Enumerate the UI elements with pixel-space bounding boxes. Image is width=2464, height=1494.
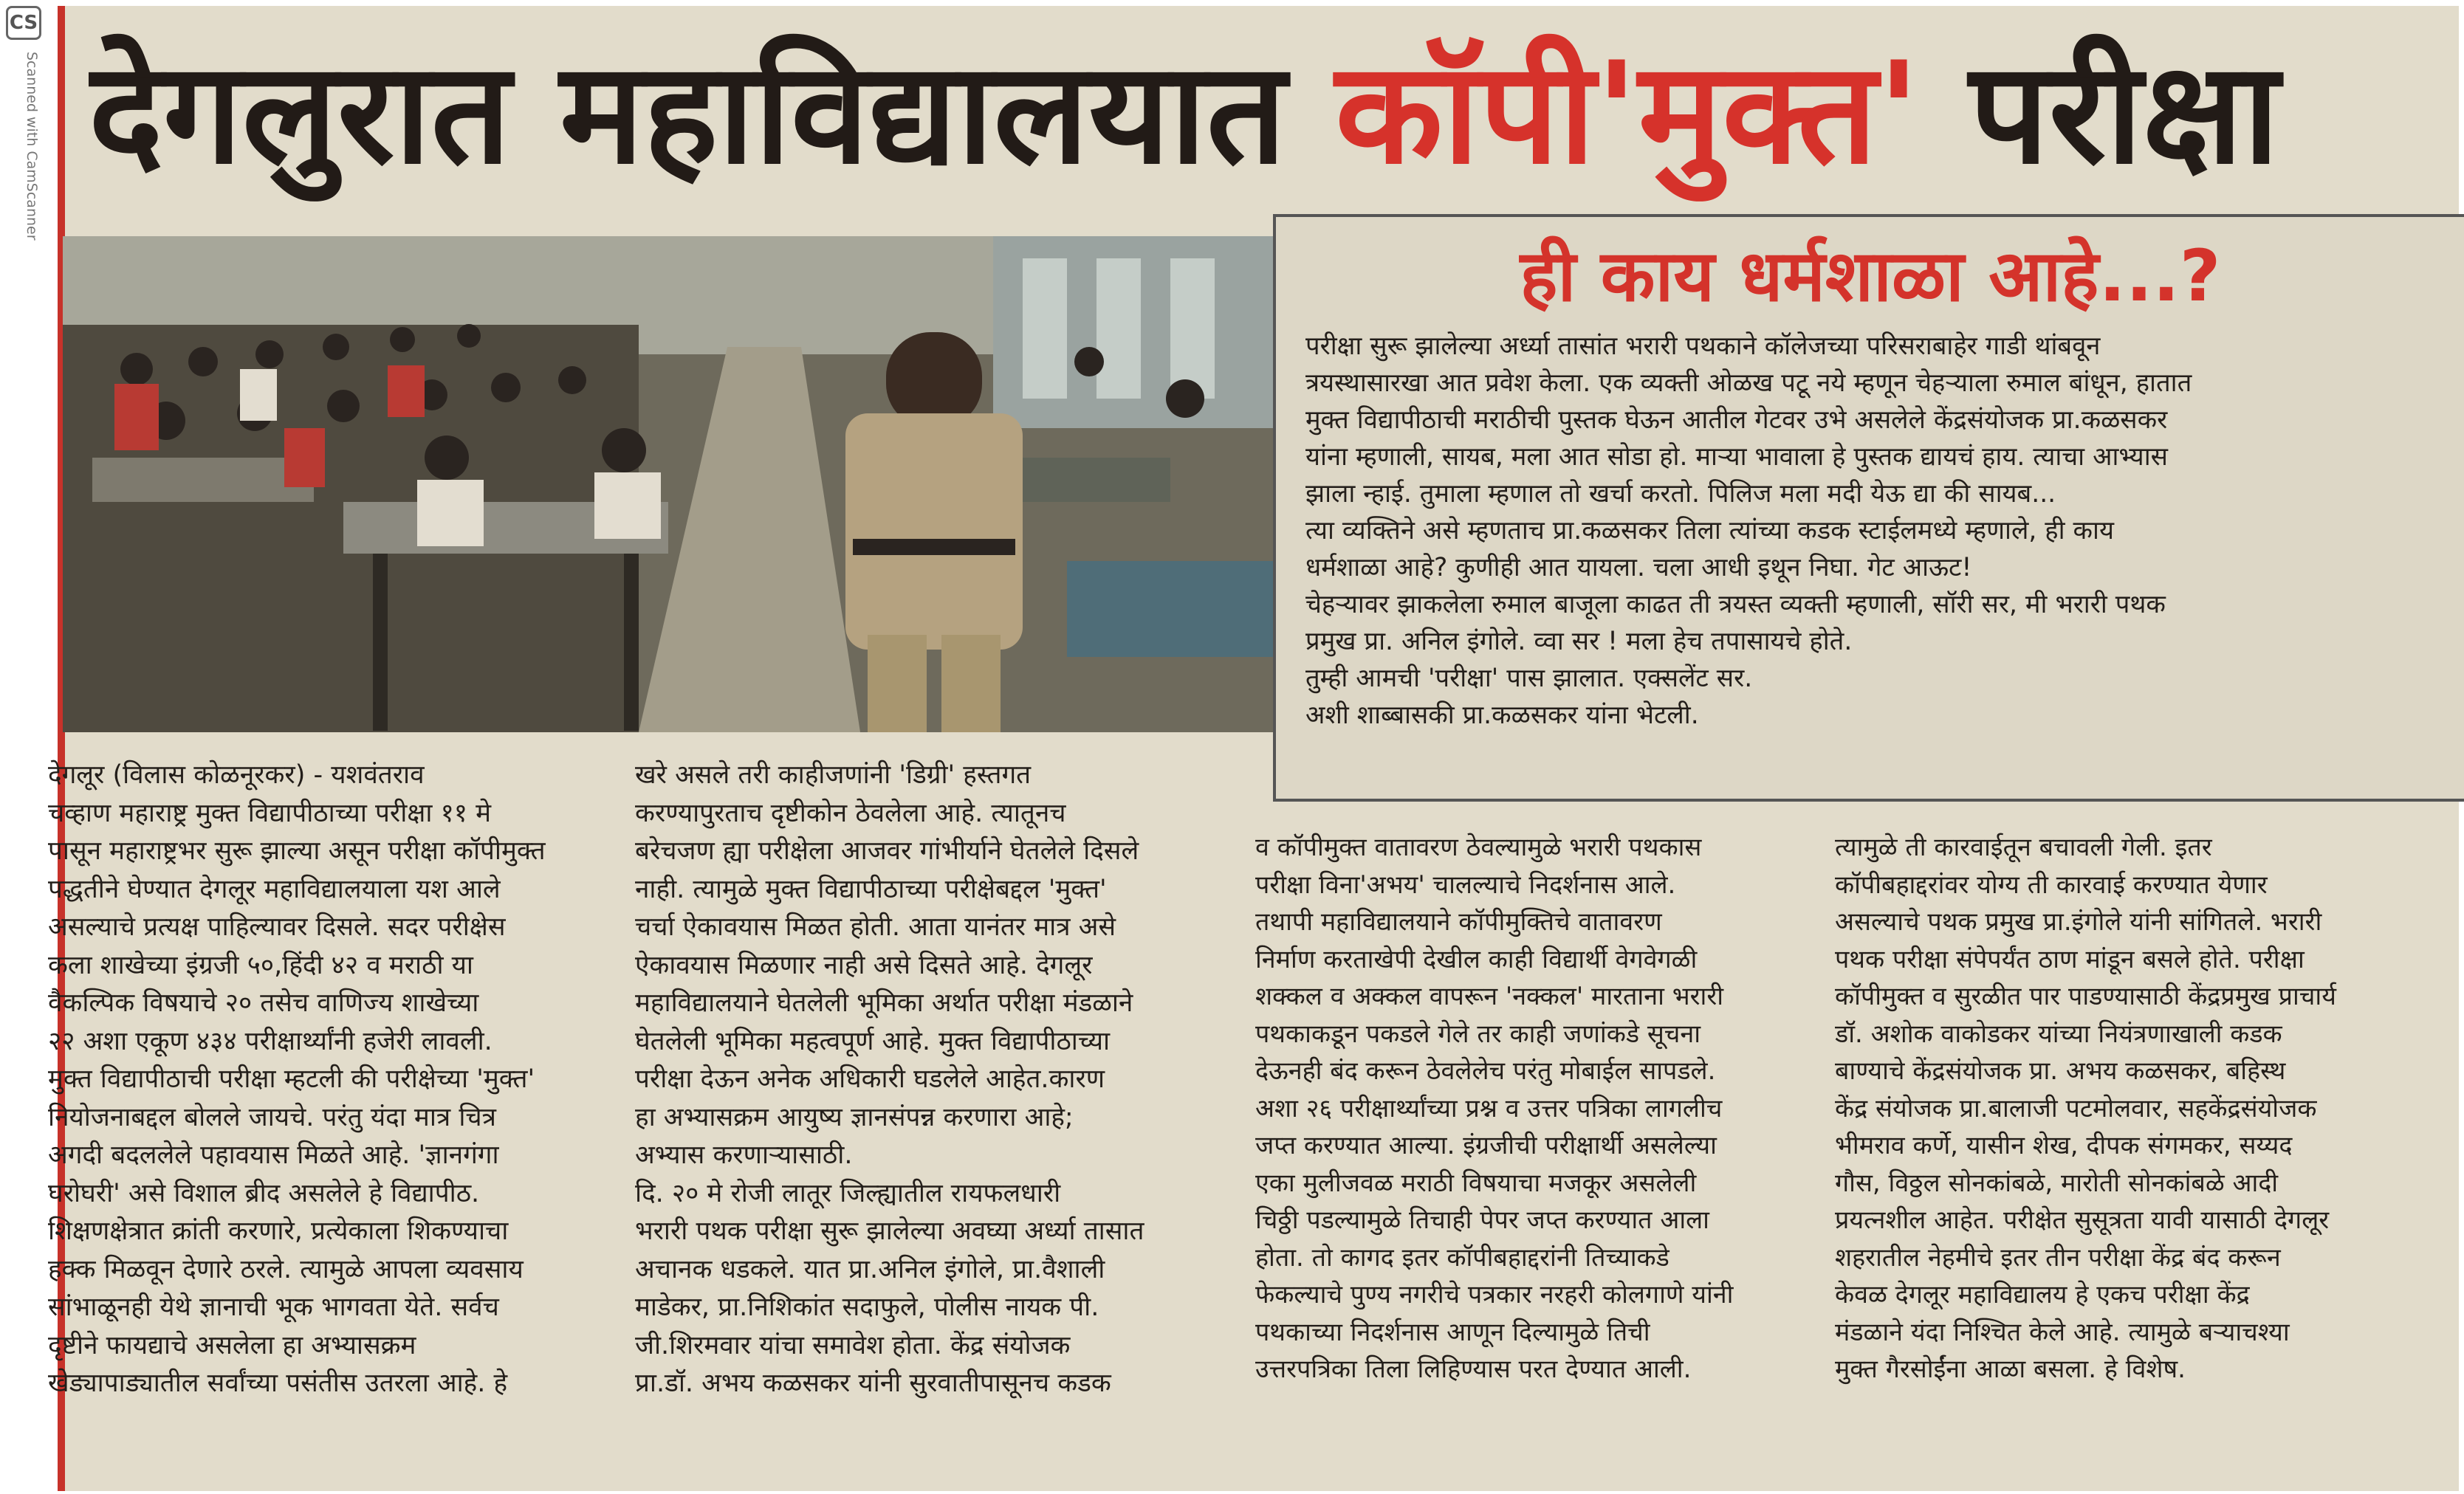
column-line: शहरातील नेहमीचे इतर तीन परीक्षा केंद्र बंद करून [1835,1242,2281,1273]
column-line: केंद्र संयोजक प्रा.बालाजी पटमोलवार, सहकेंद्रसंयोजक [1835,1093,2317,1123]
column-line: २२ अशा एकूण ४३४ परीक्षार्थ्यांनी हजेरी लावली. [48,1026,493,1056]
column-line: केवळ देगलूर महाविद्यालय हे एकच परीक्षा केंद्र [1835,1280,2250,1309]
camscanner-logo: CS [6,6,41,40]
sidebar-box-body [1305,328,2435,734]
column-line: फेकल्याचे पुण्य नगरीचे पत्रकार नरहरी कोलगाणे यांनी [1255,1280,1734,1309]
column-line: करण्यापुरताच दृष्टीकोन ठेवलेला आहे. त्यातूनच [635,798,1066,828]
column-line: नाही. त्यामुळे मुक्त विद्यापीठाच्या परीक्षेबद्दल 'मुक्त' [635,874,1107,904]
exam-hall-photo [63,236,1280,732]
column-line: नियोजनाबद्दल बोलले जायचे. परंतु यंदा मात्र चित्र [48,1102,496,1132]
box-line: त्रयस्थासारखा आत प्रवेश केला. एक व्यक्ती ओळख पटू नये म्हणून चेहऱ्याला रुमाल बांधून, हातात [1305,368,2192,398]
column-line: देगलूर (विलास कोळनूरकर) - यशवंतराव [48,760,425,790]
headline [89,18,2385,217]
column-line: कला शाखेच्या इंग्रजी ५०,हिंदी ४२ व मराठी या [48,950,473,980]
column-line: त्यामुळे ती कारवाईतून बचावली गेली. इतर [1835,833,2212,862]
column-line: महाविद्यालयाने घेतलेली भूमिका अर्थात परीक्षा मंडळाने [635,988,1133,1018]
column-line: अचानक धडकले. यात प्रा.अनिल इंगोले, प्रा.वैशाली [635,1254,1105,1284]
box-line: यांना म्हणाली, सायब, मला आत सोडा हो. माऱ्या भावाला हे पुस्तक द्यायचं हाय. त्याचा आभ्यास [1305,442,2168,472]
column-line: सांभाळूनही येथे ज्ञानाची भूक भागवता येते. सर्वच [48,1292,499,1322]
photo-illustration-icon [63,236,1280,732]
column-line: पथक परीक्षा संपेपर्यंत ठाण मांडून बसले होते. परीक्षा [1835,944,2305,974]
column-line: कॉपीमुक्त व सुरळीत पार पाडण्यासाठी केंद्रप्रमुख प्राचार्य [1835,982,2336,1011]
column-line: पासून महाराष्ट्रभर सुरू झाल्या असून परीक्षा कॉपीमुक्त [48,836,546,866]
column-line: दि. २० मे रोजी लातूर जिल्ह्यातील रायफलधारी [635,1178,1061,1208]
box-line: तुम्ही आमची 'परीक्षा' पास झालात. एक्सलेंट सर. [1305,664,1753,693]
headline-part-red: कॉपी'मुक्त' [1335,32,1921,195]
column-line: डॉ. अशोक वाकोडकर यांच्या नियंत्रणाखाली कडक [1835,1019,2282,1049]
scanner-watermark-strip [0,0,44,1494]
article-column-4 [1835,829,2426,1388]
column-line: चव्हाण महाराष्ट्र मुक्त विद्यापीठाच्या परीक्षा ११ मे [48,798,492,828]
column-line: दृष्टीने फायद्याचे असलेला हा अभ्यासक्रम [48,1330,416,1360]
sidebar-box-title: ही काय धर्मशाळा आहे...? [1520,235,2221,317]
box-line: झाला न्हाई. तुमाला म्हणाल तो खर्चा करतो. पिलिज मला मदी येऊ द्या की सायब... [1305,479,2056,509]
column-line: बाण्याचे केंद्रसंयोजक प्रा. अभय कळसकर, बहिस्थ [1835,1056,2286,1086]
column-line: पथकाकडून पकडले गेले तर काही जणांकडे सूचना [1255,1019,1701,1049]
column-line: बरेचजण ह्या परीक्षेला आजवर गांभीर्याने घेतलेले दिसले [635,836,1139,866]
article-column-3 [1255,829,1853,1388]
column-line: होता. तो कागद इतर कॉपीबहाद्दरांनी तिच्याकडे [1255,1242,1669,1273]
sidebar-box [1273,214,2464,802]
column-line: मंडळाने यंदा निश्चित केले आहे. त्यामुळे बऱ्याचश्या [1835,1317,2290,1347]
column-line: एका मुलीजवळ मराठी विषयाचा मजकूर असलेली [1255,1168,1697,1198]
column-line: अशा २६ परीक्षार्थ्यांच्या प्रश्न व उत्तर पत्रिका लागलीच [1255,1093,1723,1123]
column-line: चर्चा ऐकावयास मिळत होती. आता यानंतर मात्र असे [635,912,1116,942]
column-line: ऐकावयास मिळणार नाही असे दिसते आहे. देगलूर [635,950,1093,980]
column-line: कॉपीबहाद्दरांवर योग्य ती कारवाई करण्यात येणार [1835,870,2268,900]
column-line: शक्कल व अक्कल वापरून 'नक्कल' मारताना भरारी [1255,982,1724,1011]
column-line: भरारी पथक परीक्षा सुरू झालेल्या अवघ्या अर्ध्या तासात [635,1216,1145,1246]
column-line: व कॉपीमुक्त वातावरण ठेवल्यामुळे भरारी पथकास [1255,833,1702,862]
box-line: धर्मशाळा आहे? कुणीही आत यायला. चला आधी इथून निघा. गेट आऊट! [1305,553,1972,582]
box-line: चेहऱ्यावर झाकलेला रुमाल बाजूला काढत ती त्रयस्त व्यक्ती म्हणाली, सॉरी सर, मी भरारी पथक [1305,590,2166,619]
column-line: गौस, विठ्ठल सोनकांबळे, मारोती सोनकांबळे आदी [1835,1168,2279,1198]
column-line: खरे असले तरी काहीजणांनी 'डिग्री' हस्तगत [635,760,1032,790]
box-line: त्या व्यक्तिने असे म्हणताच प्रा.कळसकर तिला त्यांच्या कडक स्टाईलमध्ये म्हणाले, ही काय [1305,516,2114,545]
column-line: परीक्षा देऊन अनेक अधिकारी घडलेले आहेत.कारण [635,1064,1105,1094]
column-line: प्रा.डॉ. अभय कळसकर यांनी सुरवातीपासूनच कडक [635,1369,1111,1398]
column-line: देऊनही बंद करून ठेवलेलेच परंतु मोबाईल सापडले. [1255,1056,1716,1086]
column-line: अगदी बदललेले पहावयास मिळते आहे. 'ज्ञानगंगा [48,1140,499,1170]
headline-part-3: परीक्षा [1920,32,2280,195]
article-column-2 [635,757,1255,1403]
column-line: चिठ्ठी पडल्यामुळे तिचाही पेपर जप्त करण्यात आला [1255,1205,1709,1235]
column-line: मुक्त गैरसोईंना आळा बसला. हे विशेष. [1835,1354,2186,1384]
box-line: परीक्षा सुरू झालेल्या अर्ध्या तासांत भरारी पथकाने कॉलेजच्या परिसराबाहेर गाडी थांबवून [1305,331,2101,361]
box-line: अशी शाब्बासकी प्रा.कळसकर यांना भेटली. [1305,700,1699,730]
scanned-with-text: Scanned with CamScanner [24,52,40,241]
column-line: माडेकर, प्रा.निशिकांत सदाफुले, पोलीस नायक पी. [635,1292,1099,1322]
column-line: हक्क मिळवून देणारे ठरले. त्यामुळे आपला व्यवसाय [48,1254,524,1284]
column-line: भीमराव कर्णे, यासीन शेख, दीपक संगमकर, सय्यद [1835,1131,2293,1160]
column-line: पद्धतीने घेण्यात देगलूर महाविद्यालयाला यश आले [48,874,501,904]
column-line: जप्त करण्यात आल्या. इंग्रजीची परीक्षार्थी असलेल्या [1255,1131,1717,1160]
column-line: घेतलेली भूमिका महत्वपूर्ण आहे. मुक्त विद्यापीठाच्या [635,1026,1111,1056]
box-line: प्रमुख प्रा. अनिल इंगोले. व्वा सर ! मला हेच तपासायचे होते. [1305,627,1853,656]
column-line: असल्याचे प्रत्यक्ष पाहिल्यावर दिसले. सदर परीक्षेस [48,912,506,942]
column-line: परीक्षा विना'अभय' चालल्याचे निदर्शनास आले. [1255,870,1676,900]
headline-part-1: देगलुरात महाविद्यालयात [89,32,1336,195]
column-line: मुक्त विद्यापीठाची परीक्षा म्हटली की परीक्षेच्या 'मुक्त' [48,1064,535,1094]
column-line: खेड्यापाड्यातील सर्वांच्या पसंतीस उतरला आहे. हे [48,1369,508,1398]
box-line: मुक्त विद्यापीठाची मराठीची पुस्तक घेऊन आतील गेटवर उभे असलेले केंद्रसंयोजक प्रा.कळसकर [1305,405,2168,435]
column-line: पथकाच्या निदर्शनास आणून दिल्यामुळे तिची [1255,1317,1650,1347]
column-line: घरोघरी' असे विशाल ब्रीद असलेले हे विद्यापीठ. [48,1178,480,1208]
column-line: जी.शिरमवार यांचा समावेश होता. केंद्र संयोजक [635,1330,1071,1360]
column-line: शिक्षणक्षेत्रात क्रांती करणारे, प्रत्येकाला शिकण्याचा [48,1216,509,1246]
column-line: हा अभ्यासक्रम आयुष्य ज्ञानसंपन्न करणारा आहे; [635,1102,1074,1132]
column-line: उत्तरपत्रिका तिला लिहिण्यास परत देण्यात आली. [1255,1354,1692,1384]
column-line: असल्याचे पथक प्रमुख प्रा.इंगोले यांनी सांगितले. भरारी [1835,907,2322,937]
column-line: वैकल्पिक विषयाचे २० तसेच वाणिज्य शाखेच्या [48,988,479,1018]
article-column-1 [48,757,625,1403]
column-line: अभ्यास करणाऱ्यासाठी. [635,1140,853,1170]
column-line: तथापी महाविद्यालयाने कॉपीमुक्तिचे वातावरण [1255,907,1662,937]
column-line: प्रयत्नशील आहेत. परीक्षेत सुसूत्रता यावी यासाठी देगलूर [1835,1205,2330,1235]
column-line: निर्माण करताखेपी देखील काही विद्यार्थी वेगवेगळी [1255,944,1698,974]
